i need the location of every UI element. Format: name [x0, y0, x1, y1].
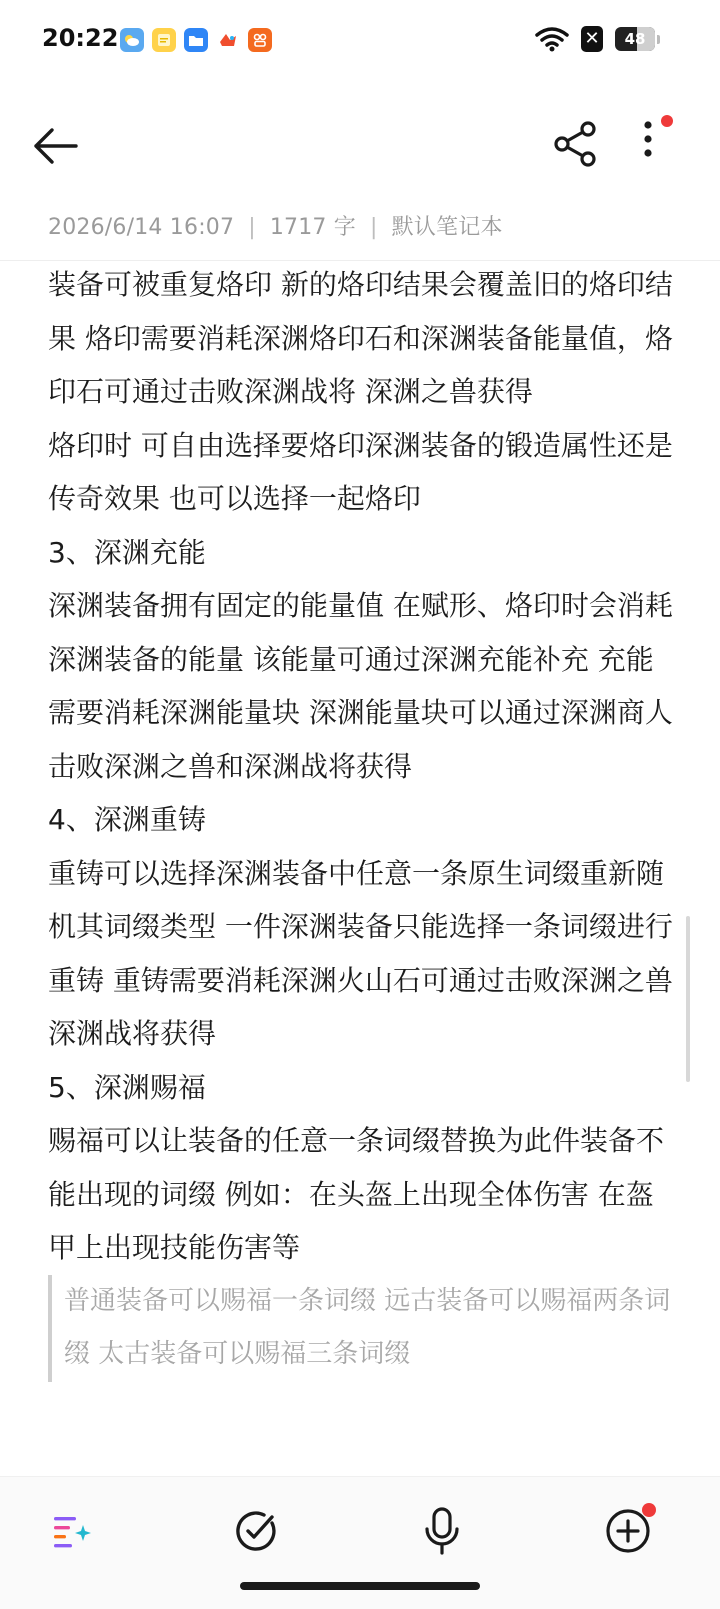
- section-heading: 3、深渊充能: [48, 535, 206, 569]
- files-icon: [184, 28, 208, 52]
- paragraph: 赐福可以让装备的任意一条词缀替换为此件装备不能出现的词缀 例如：在头盔上出现全体伤害 在盔甲上出现技能伤害等: [48, 1124, 665, 1264]
- section-heading: 5、深渊赐福: [48, 1070, 206, 1104]
- voice-button[interactable]: [418, 1507, 466, 1555]
- meta-separator: |: [248, 215, 256, 240]
- status-time: 20:22: [42, 24, 119, 52]
- back-button[interactable]: [30, 120, 82, 172]
- game-icon: [216, 28, 240, 52]
- quote-block: 普通装备可以赐福一条词缀 远古装备可以赐福两条词缀 太古装备可以赐福三条词缀: [48, 1275, 678, 1382]
- format-button[interactable]: [48, 1507, 96, 1555]
- paragraph: 深渊装备拥有固定的能量值 在赋形、烙印时会消耗深渊装备的能量 该能量可通过深渊充能补充 充能需要消耗深渊能量块 深渊能量块可以通过深渊商人 击败深渊之兽和深渊战将获得: [48, 589, 673, 783]
- arrow-left-icon: [30, 120, 82, 172]
- section-heading: 4、深渊重铸: [48, 803, 206, 836]
- microphone-icon: [422, 1507, 462, 1555]
- notification-dot: [661, 115, 673, 127]
- no-sim-icon: ✕: [581, 26, 603, 52]
- notification-dot: [642, 1503, 656, 1517]
- system-icons: [535, 26, 660, 52]
- scrollbar-thumb[interactable]: [686, 916, 690, 1082]
- notes-icon: [152, 28, 176, 52]
- add-button[interactable]: [604, 1507, 652, 1555]
- paragraph: 重铸可以选择深渊装备中任意一条原生词缀重新随机其词缀类型 一件深渊装备只能选择一条词缀进行重铸 重铸需要消耗深渊火山石可通过击败深渊之兽 深渊战将获得: [48, 856, 673, 1050]
- paragraph: 装备可被重复烙印 新的烙印结果会覆盖旧的烙印结果 烙印需要消耗深渊烙印石和深渊装备能量值，烙印石可通过击败深渊战将 深渊之兽获得: [48, 268, 673, 408]
- note-body[interactable]: [48, 258, 678, 1382]
- notification-icons: [120, 28, 272, 52]
- checklist-button[interactable]: [232, 1507, 280, 1555]
- meta-separator: |: [370, 215, 378, 240]
- share-button[interactable]: [552, 120, 600, 168]
- checklist-icon: [234, 1509, 278, 1553]
- home-indicator[interactable]: [240, 1582, 480, 1590]
- battery-tip: [657, 35, 660, 44]
- note-word-count: 1717 字: [269, 215, 357, 240]
- format-icon: [52, 1513, 92, 1549]
- note-date: 2026/6/14 16:07: [48, 215, 235, 240]
- battery-icon: [615, 27, 655, 51]
- status-bar: [0, 0, 720, 84]
- note-meta: [48, 210, 503, 241]
- weather-icon: [120, 28, 144, 52]
- note-notebook[interactable]: 默认笔记本: [391, 215, 503, 240]
- battery-level: 48: [624, 30, 646, 48]
- paragraph: 烙印时 可自由选择要烙印深渊装备的锻造属性还是传奇效果 也可以选择一起烙印: [48, 428, 673, 515]
- wifi-icon: [535, 26, 569, 52]
- more-vertical-icon: [644, 120, 688, 168]
- more-button[interactable]: [644, 120, 688, 168]
- share-icon: [552, 120, 600, 168]
- app-store-icon: [248, 28, 272, 52]
- note-header: [0, 100, 720, 190]
